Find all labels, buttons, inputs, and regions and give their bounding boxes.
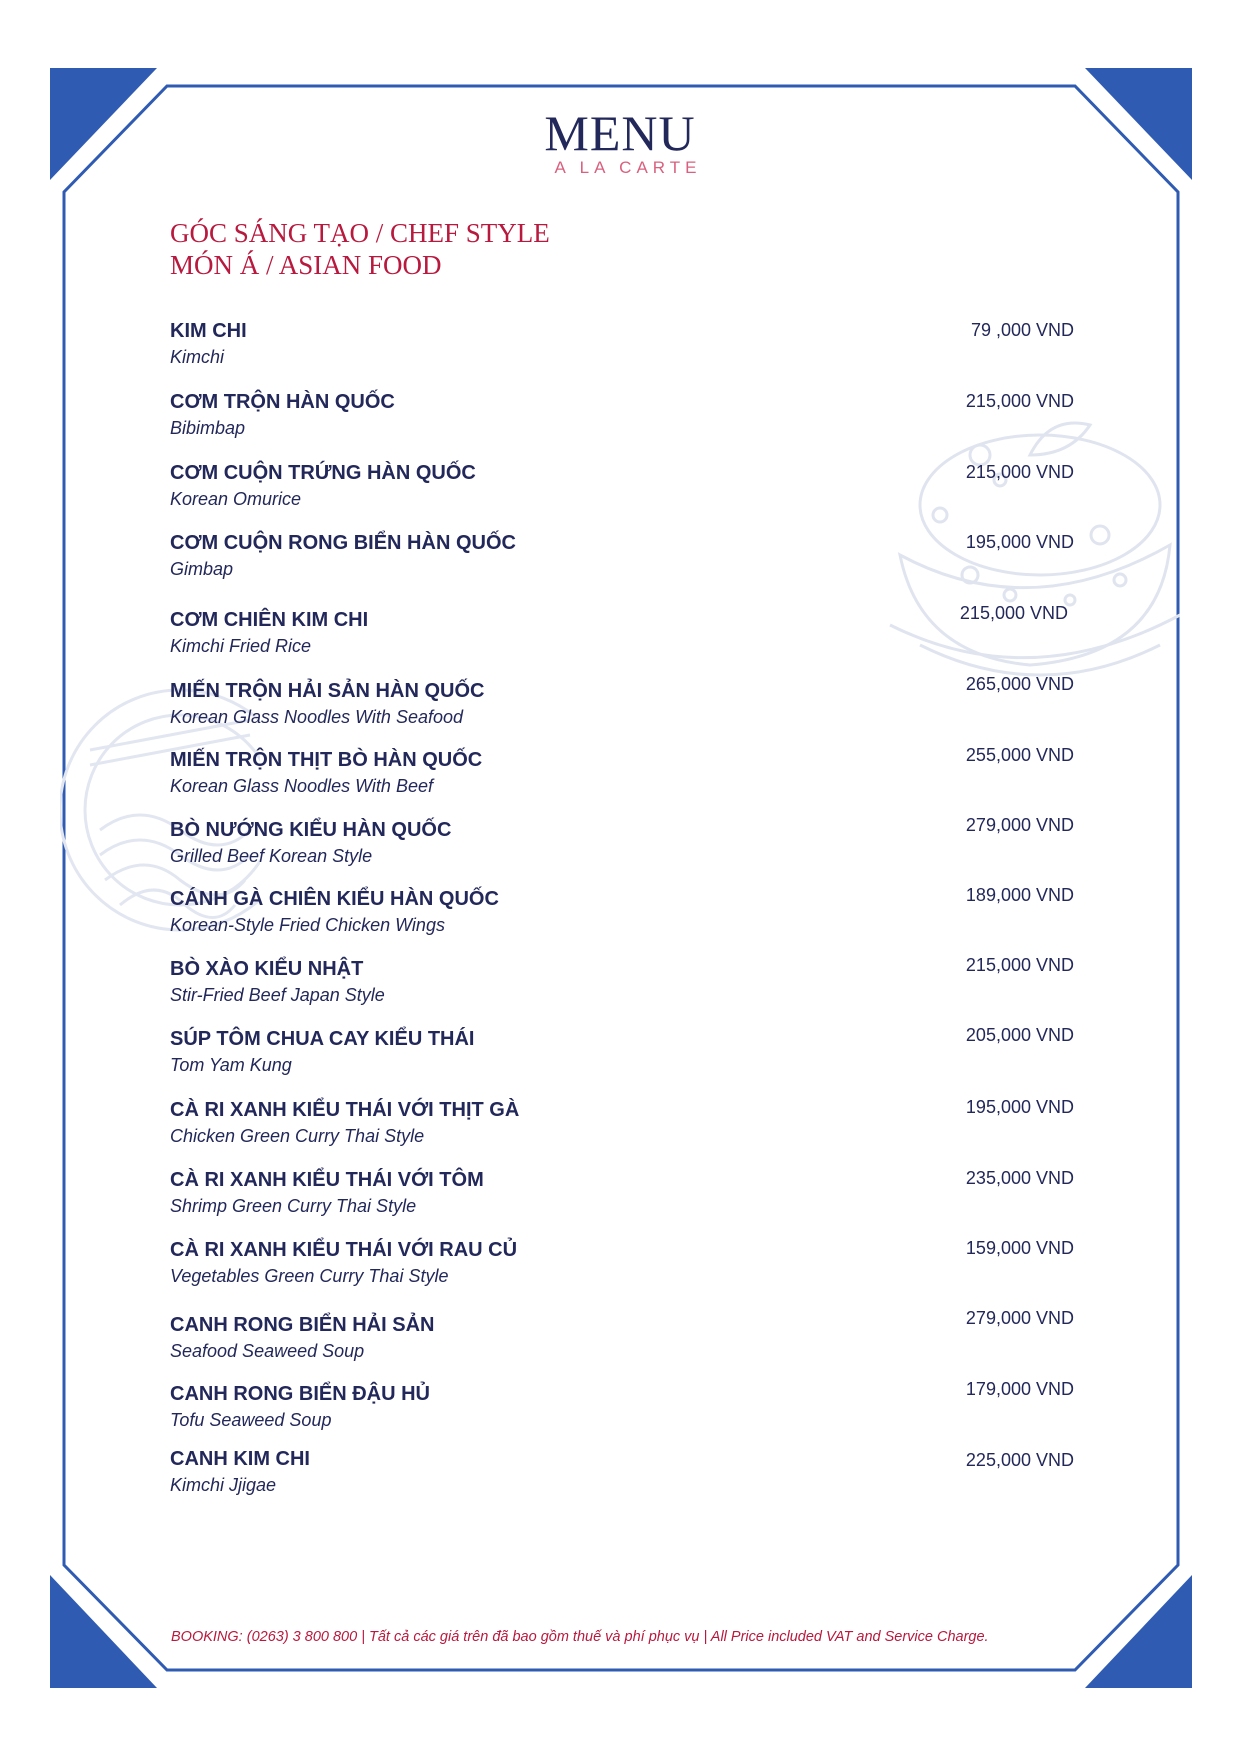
dish-price: 195,000 VND bbox=[965, 1097, 1074, 1117]
dish-name-vn: BÒ XÀO KIỂU NHẬT bbox=[170, 958, 364, 980]
dish-name-en: Shrimp Green Curry Thai Style bbox=[170, 1196, 417, 1216]
dish-name-vn: CÀ RI XANH KIỂU THÁI VỚI TÔM bbox=[170, 1169, 484, 1191]
dish-price: 279,000 VND bbox=[965, 1308, 1074, 1328]
dish-name-vn: CÀ RI XANH KIỂU THÁI VỚI RAU CỦ bbox=[170, 1239, 518, 1261]
section-heading-asian-food: MÓN Á / ASIAN FOOD bbox=[170, 250, 442, 280]
dish-name-vn: MIẾN TRỘN THỊT BÒ HÀN QUỐC bbox=[170, 749, 483, 771]
dish-price: 225,000 VND bbox=[965, 1450, 1074, 1470]
dish-price: 235,000 VND bbox=[965, 1168, 1074, 1188]
dish-name-en: Stir-Fried Beef Japan Style bbox=[170, 985, 385, 1005]
dish-name-vn: CANH RONG BIỂN HẢI SẢN bbox=[170, 1314, 435, 1336]
dish-name-en: Korean-Style Fried Chicken Wings bbox=[170, 915, 445, 935]
dish-name-en: Vegetables Green Curry Thai Style bbox=[170, 1266, 449, 1286]
dish-name-vn: CÁNH GÀ CHIÊN KIỂU HÀN QUỐC bbox=[170, 888, 499, 910]
dish-name-en: Bibimbap bbox=[170, 418, 246, 438]
dish-name-vn: CANH RONG BIỂN ĐẬU HỦ bbox=[170, 1383, 430, 1405]
menu-item bbox=[170, 1027, 1074, 1083]
dish-name-en: Korean Glass Noodles With Beef bbox=[170, 776, 433, 796]
dish-name-en: Grilled Beef Korean Style bbox=[170, 846, 373, 866]
menu-item bbox=[170, 531, 1074, 587]
dish-name-en: Tofu Seaweed Soup bbox=[170, 1410, 332, 1430]
menu-item bbox=[170, 815, 1074, 874]
dish-name-vn: SÚP TÔM CHUA CAY KIỂU THÁI bbox=[170, 1028, 475, 1050]
menu-title: MENU bbox=[544, 105, 696, 161]
dish-name-en: Gimbap bbox=[170, 559, 234, 579]
dish-price: 205,000 VND bbox=[965, 1025, 1074, 1045]
dish-price: 215,000 VND bbox=[965, 955, 1074, 975]
dish-price: 265,000 VND bbox=[965, 674, 1074, 694]
corner-triangle-bottom-left bbox=[50, 1575, 157, 1688]
menu-item bbox=[170, 390, 1074, 446]
menu-item bbox=[170, 461, 1074, 517]
dish-price: 279,000 VND bbox=[965, 815, 1074, 835]
dish-name-vn: CƠM CUỘN RONG BIỂN HÀN QUỐC bbox=[170, 532, 516, 554]
menu-item bbox=[170, 1098, 1074, 1154]
dish-name-vn: CƠM CUỘN TRỨNG HÀN QUỐC bbox=[170, 462, 476, 484]
menu-item bbox=[170, 887, 1074, 943]
dish-name-en: Seafood Seaweed Soup bbox=[170, 1341, 365, 1361]
dish-price: 215,000 VND bbox=[965, 462, 1074, 482]
dish-name-en: Kimchi bbox=[170, 347, 225, 367]
dish-name-en: Tom Yam Kung bbox=[170, 1055, 292, 1075]
dish-price: 195,000 VND bbox=[965, 532, 1074, 552]
dish-name-en: Kimchi Fried Rice bbox=[170, 636, 312, 656]
menu-item bbox=[170, 319, 1074, 375]
dish-price: 159,000 VND bbox=[965, 1238, 1074, 1258]
dish-name-en: Korean Glass Noodles With Seafood bbox=[170, 707, 464, 727]
dish-price: 189,000 VND bbox=[965, 885, 1074, 905]
menu-item bbox=[170, 1447, 1074, 1503]
dish-name-vn: CƠM CHIÊN KIM CHI bbox=[170, 609, 369, 631]
dish-name-vn: CƠM TRỘN HÀN QUỐC bbox=[170, 391, 395, 413]
menu-item bbox=[170, 603, 1074, 664]
dish-price: 215,000 VND bbox=[965, 391, 1074, 411]
menu-item bbox=[170, 1238, 1074, 1294]
section-heading-chef-style: GÓC SÁNG TẠO / CHEF STYLE bbox=[170, 218, 550, 248]
dish-name-en: Chicken Green Curry Thai Style bbox=[170, 1126, 425, 1146]
dish-name-vn: MIẾN TRỘN HẢI SẢN HÀN QUỐC bbox=[170, 680, 485, 702]
dish-name-vn: CÀ RI XANH KIỂU THÁI VỚI THỊT GÀ bbox=[170, 1099, 520, 1121]
dish-name-en: Korean Omurice bbox=[170, 489, 302, 509]
menu-item bbox=[170, 1308, 1074, 1369]
dish-name-vn: KIM CHI bbox=[170, 320, 247, 342]
booking-footer: BOOKING: (0263) 3 800 800 | Tất cả các giá trên đã bao gồm thuế và phí phục vụ | All Price included VAT and Service Charge. bbox=[171, 1629, 989, 1645]
menu-item bbox=[170, 745, 1074, 804]
dish-name-vn: CANH KIM CHI bbox=[170, 1448, 310, 1470]
dish-price: 215,000 VND bbox=[959, 603, 1068, 623]
menu-item bbox=[170, 674, 1074, 735]
dish-name-en: Kimchi Jjigae bbox=[170, 1475, 277, 1495]
dish-price: 179,000 VND bbox=[965, 1379, 1074, 1399]
menu-item bbox=[170, 1379, 1074, 1438]
corner-triangle-bottom-right bbox=[1085, 1575, 1192, 1688]
dish-price: 79 ,000 VND bbox=[970, 320, 1074, 340]
menu-item bbox=[170, 1168, 1074, 1224]
menu-subtitle: A LA CARTE bbox=[554, 158, 702, 177]
dish-name-vn: BÒ NƯỚNG KIỂU HÀN QUỐC bbox=[170, 819, 452, 841]
menu-item bbox=[170, 957, 1074, 1013]
dish-price: 255,000 VND bbox=[965, 745, 1074, 765]
